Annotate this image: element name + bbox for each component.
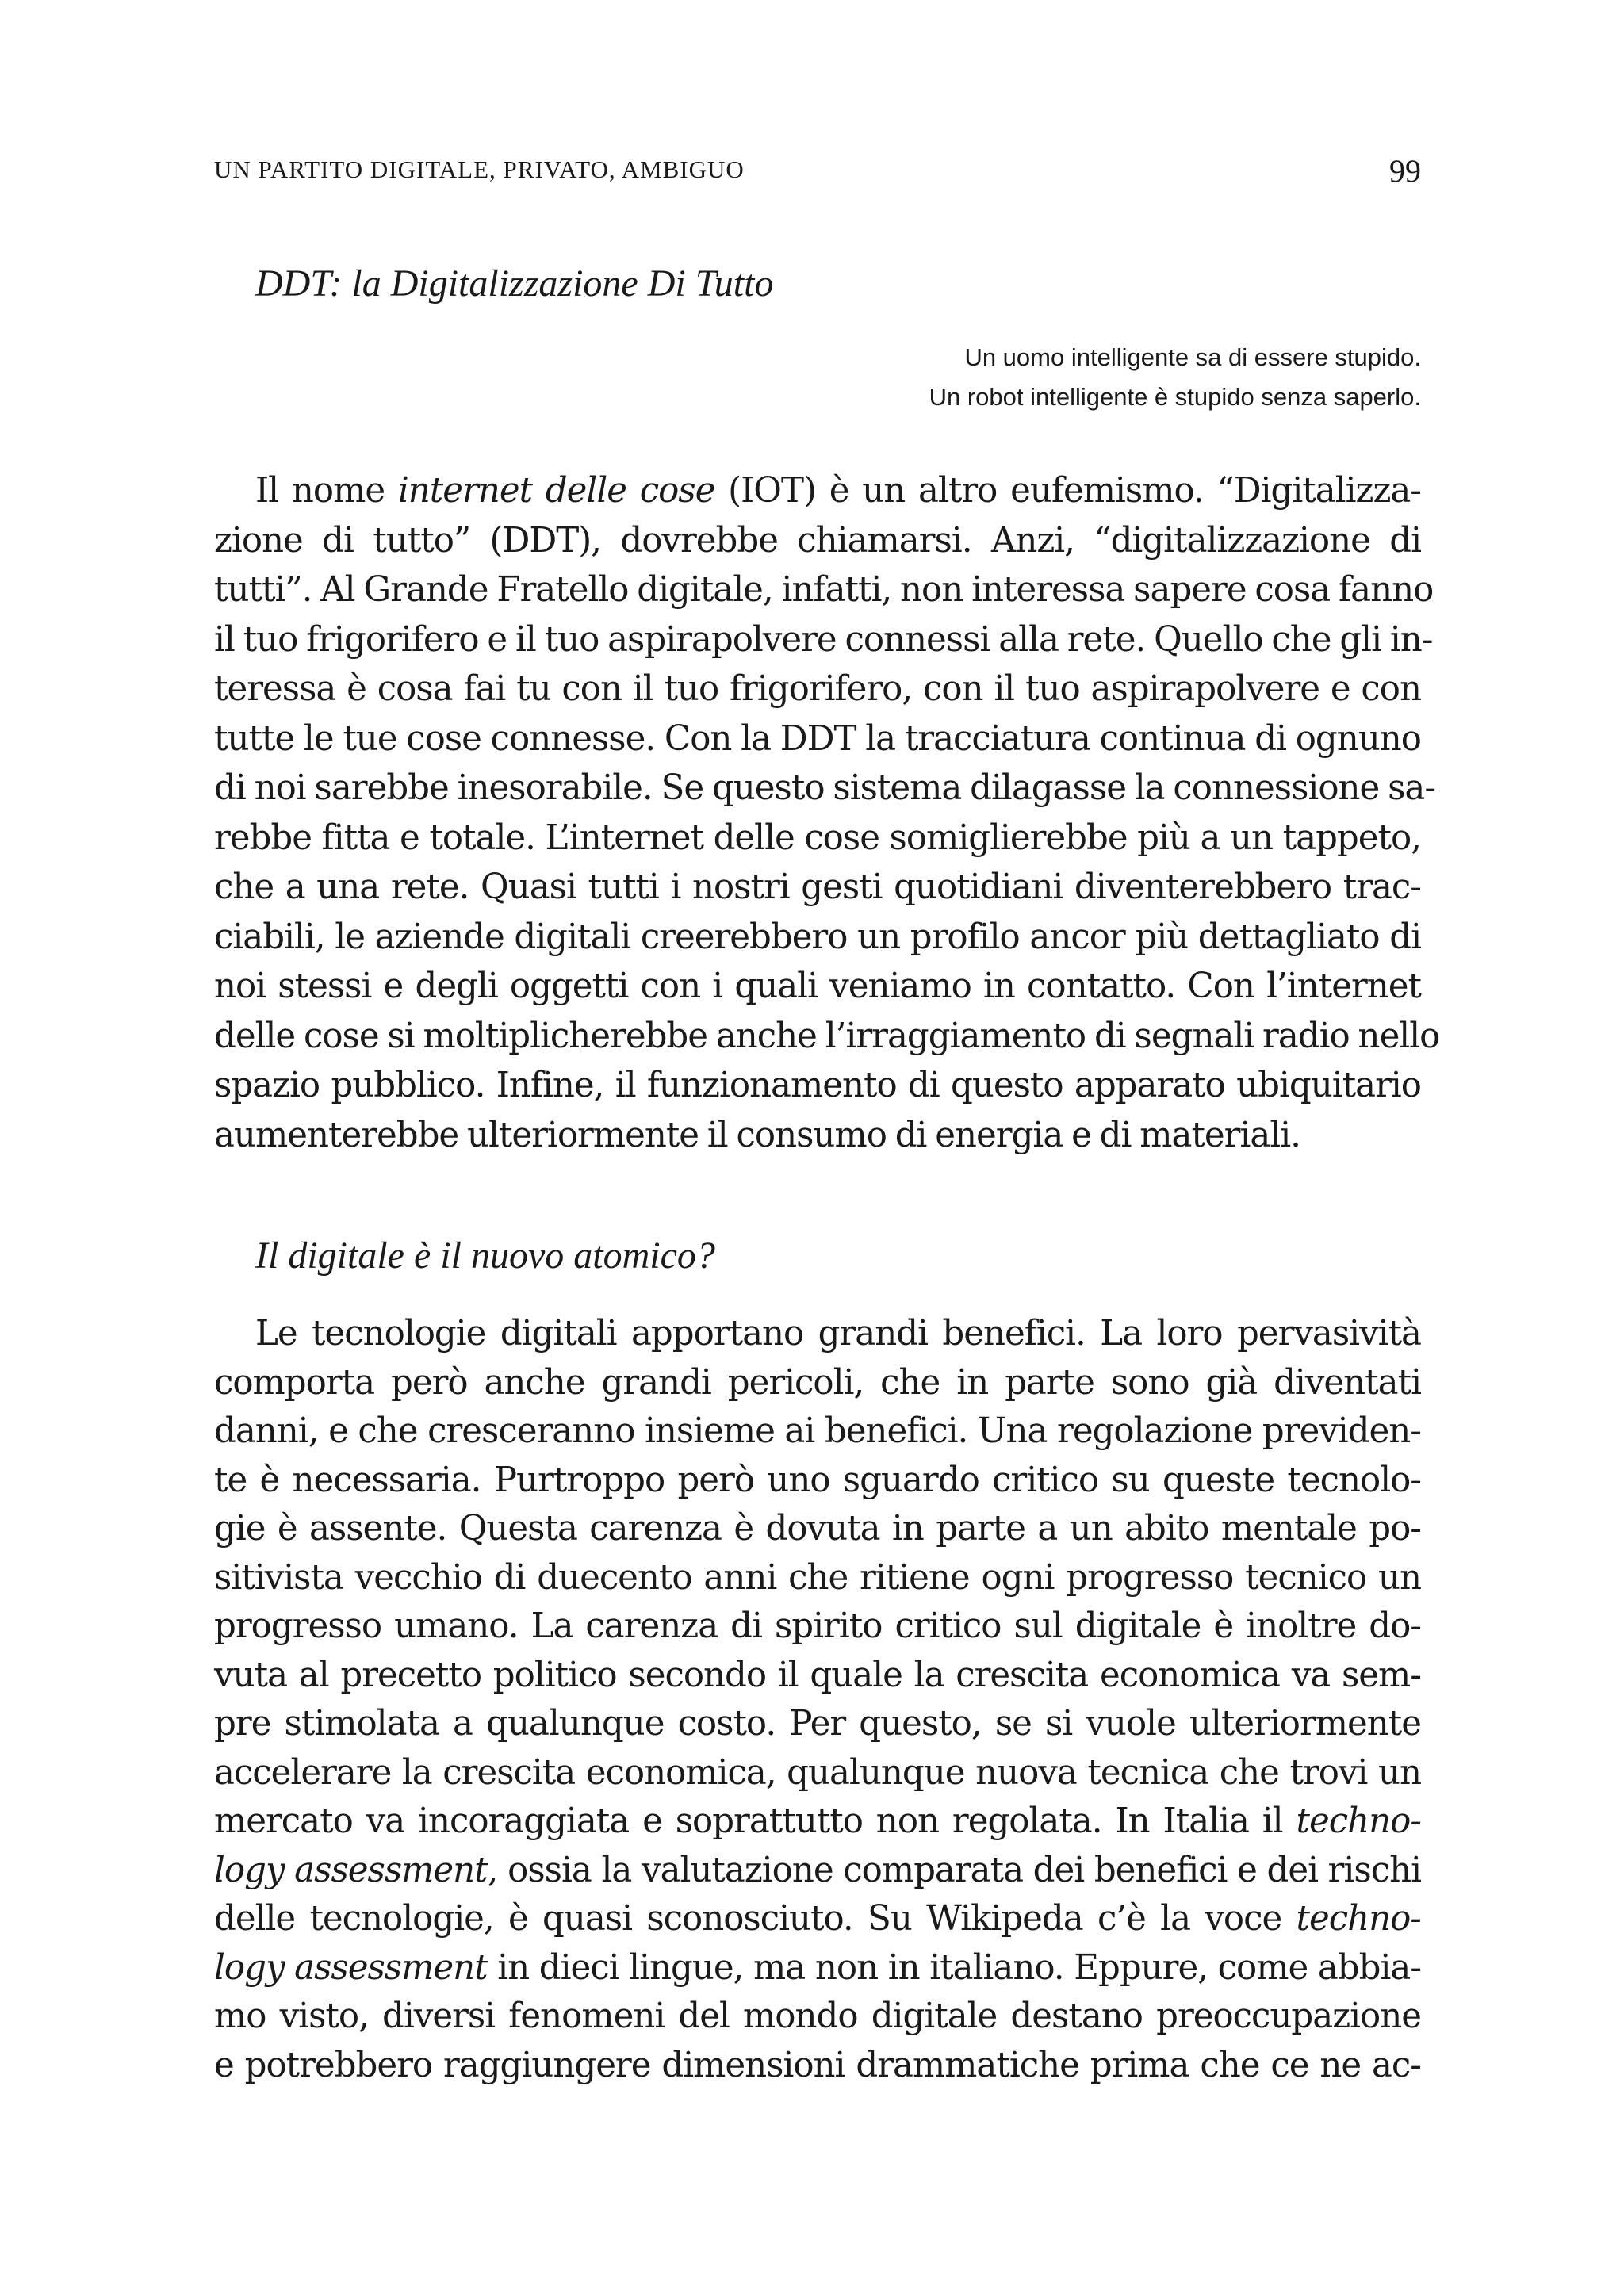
- text-line: e potrebbero raggiungere dimensioni drammatiche prima che ce ne ac-: [214, 2045, 1421, 2085]
- italic-term: logy assessment: [214, 1850, 488, 1890]
- text-line: aumenterebbe ulteriormente il consumo di energia e di materiali.: [214, 1115, 1300, 1155]
- text-line: [214, 1944, 1421, 1993]
- text-line: ciabili, le aziende digitali creerebbero un profilo ancor più dettagliato di: [214, 917, 1421, 957]
- section-heading-ddt: DDT: la Digitalizzazione Di Tutto: [255, 262, 774, 304]
- text-line: pre stimolata a qualunque costo. Per questo, se si vuole ulteriormente: [214, 1704, 1421, 1744]
- text-line: delle cose si moltiplicherebbe anche l’irraggiamento di segnali radio nello: [214, 1016, 1440, 1056]
- epigraph: [929, 338, 1421, 417]
- epigraph-line: Un robot intelligente è stupido senza saperlo.: [929, 383, 1421, 411]
- text-run: mercato va incoraggiata e soprattutto non regolata. In Italia il: [214, 1801, 1297, 1841]
- text-run: in dieci lingue, ma non in italiano. Eppure, come abbia-: [487, 1947, 1422, 1988]
- italic-term: internet delle cose: [397, 471, 715, 511]
- text-line: accelerare la crescita economica, qualunque nuova tecnica che trovi un: [214, 1752, 1421, 1793]
- text-line: progresso umano. La carenza di spirito critico sul digitale è inoltre do-: [214, 1606, 1421, 1646]
- text-line: [214, 466, 1421, 516]
- paragraph-atomico: [214, 1310, 1421, 2090]
- text-line: gie è assente. Questa carenza è dovuta in parte a un abito mentale po-: [214, 1509, 1421, 1549]
- text-line: tutte le tue cose connesse. Con la DDT la tracciatura continua di ognuno: [214, 718, 1421, 759]
- text-run: Il nome: [255, 471, 398, 511]
- text-line: danni, e che cresceranno insieme ai benefici. Una regolazione previden-: [214, 1411, 1421, 1451]
- text-line: noi stessi e degli oggetti con i quali veniamo in contatto. Con l’internet: [214, 967, 1421, 1006]
- text-line: di noi sarebbe inesorabile. Se questo sistema dilagasse la connessione sa-: [214, 768, 1436, 808]
- running-head: UN PARTITO DIGITALE, PRIVATO, AMBIGUO: [214, 155, 745, 183]
- paragraph-ddt: [214, 466, 1440, 1160]
- text-line: comporta però anche grandi pericoli, che in parte sono già diventati: [214, 1362, 1421, 1403]
- text-run: , ossia la valutazione comparata dei benefici e dei rischi: [487, 1850, 1421, 1890]
- text-line: mo visto, diversi fenomeni del mondo digitale destano preoccupazione: [214, 1996, 1421, 2036]
- epigraph-line: Un uomo intelligente sa di essere stupido.: [964, 343, 1421, 371]
- text-line: [214, 1847, 1421, 1896]
- text-line: [214, 1797, 1421, 1847]
- text-line: Le tecnologie digitali apportano grandi benefici. La loro pervasività: [255, 1314, 1421, 1353]
- text-line: che a una rete. Quasi tutti i nostri gesti quotidiani diventerebbero trac-: [214, 867, 1421, 907]
- text-line: rebbe fitta e totale. L’internet delle cose somiglierebbe più a un tappeto,: [214, 817, 1421, 858]
- page-number: 99: [1389, 153, 1421, 189]
- italic-term: techno-: [1296, 1899, 1421, 1939]
- text-run: (IOT) è un altro eufemismo. “Digitalizza-: [714, 471, 1421, 511]
- section-heading-atomico: Il digitale è il nuovo atomico?: [255, 1235, 715, 1277]
- italic-term: logy assessment: [214, 1947, 488, 1988]
- text-line: teressa è cosa fai tu con il tuo frigorifero, con il tuo aspirapolvere e con: [214, 669, 1421, 709]
- text-line: [214, 1895, 1421, 1944]
- text-line: tutti”. Al Grande Fratello digitale, infatti, non interessa sapere cosa fanno: [214, 570, 1434, 610]
- text-line: il tuo frigorifero e il tuo aspirapolvere connessi alla rete. Quello che gli in-: [214, 619, 1433, 660]
- text-line: spazio pubblico. Infine, il funzionamento di questo apparato ubiquitario: [214, 1066, 1421, 1105]
- text-line: zione di tutto” (DDT), dovrebbe chiamarsi. Anzi, “digitalizzazione di: [214, 520, 1421, 561]
- italic-term: techno-: [1296, 1801, 1421, 1841]
- text-line: te è necessaria. Purtroppo però uno sguardo critico su queste tecnolo-: [214, 1460, 1421, 1500]
- text-line: vuta al precetto politico secondo il quale la crescita economica va sem-: [214, 1655, 1421, 1695]
- text-run: delle tecnologie, è quasi sconosciuto. Su Wikipeda c’è la voce: [214, 1899, 1297, 1939]
- text-line: sitivista vecchio di duecento anni che ritiene ogni progresso tecnico un: [214, 1557, 1421, 1598]
